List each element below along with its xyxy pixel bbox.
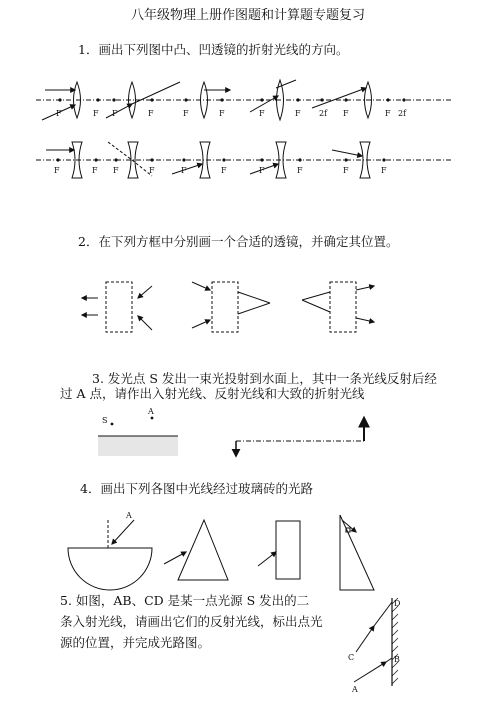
focal-label: F bbox=[181, 166, 187, 175]
question-5-line-3: 源的位置，并完成光路图。 bbox=[60, 635, 211, 650]
ray-ab bbox=[354, 662, 386, 682]
lens-box bbox=[106, 282, 132, 332]
label-s: S bbox=[102, 416, 108, 425]
focal-label: F bbox=[259, 166, 265, 175]
focal-label: F bbox=[112, 109, 118, 118]
focal-label: 2f bbox=[319, 109, 328, 118]
focal-label: F bbox=[56, 109, 62, 118]
focal-label: F bbox=[221, 166, 227, 175]
focal-label: 2f bbox=[398, 109, 407, 118]
triangle-prism bbox=[178, 520, 228, 580]
mirror-hatching bbox=[392, 598, 401, 684]
focal-label: F bbox=[113, 166, 119, 175]
point-s bbox=[111, 423, 114, 426]
question-5-line-2: 条入射光线，请画出它们的反射光线，标出点光 bbox=[60, 614, 323, 629]
page-title: 八年级物理上册作图题和计算题专题复习 bbox=[130, 8, 365, 23]
focal-label: F bbox=[385, 109, 391, 118]
question-2-text: 2．在下列方框中分别画一个合适的透镜，并确定其位置。 bbox=[78, 234, 399, 249]
focal-label: F bbox=[93, 109, 99, 118]
question-3-line-1: 3. 发光点 S 发出一束光投射到水面上，其中一条光线反射后经 bbox=[92, 371, 437, 386]
question-4-text: 4．画出下列各图中光线经过玻璃砖的光路 bbox=[80, 481, 313, 496]
q5-diagram bbox=[354, 598, 401, 686]
focal-label: F bbox=[219, 109, 225, 118]
focal-label: F bbox=[297, 166, 303, 175]
q4-diagrams bbox=[68, 515, 374, 590]
lens-box bbox=[212, 282, 238, 332]
label-b: B bbox=[394, 655, 400, 664]
label-a: A bbox=[148, 407, 154, 416]
focal-label: F bbox=[183, 109, 189, 118]
focal-label: F bbox=[148, 109, 154, 118]
q2-diagrams bbox=[82, 282, 374, 332]
right-triangle-prism bbox=[340, 515, 374, 590]
semicircle-glass bbox=[68, 548, 152, 590]
focal-label: F bbox=[381, 166, 387, 175]
focal-label: F bbox=[54, 166, 60, 175]
label-d: D bbox=[394, 599, 401, 608]
q1-row2-labels bbox=[54, 166, 387, 175]
q1-row2-diagrams bbox=[36, 142, 452, 178]
focal-label: F bbox=[92, 166, 98, 175]
focal-label: F bbox=[295, 109, 301, 118]
lens-box bbox=[330, 282, 356, 332]
focal-label: F bbox=[149, 166, 155, 175]
question-3-line-2: 过 A 点，请作出入射光线、反射光线和大致的折射光线 bbox=[60, 386, 365, 401]
water-body bbox=[98, 436, 178, 456]
point-a bbox=[151, 417, 154, 420]
focal-label: F bbox=[343, 166, 349, 175]
q3-diagram bbox=[98, 407, 364, 456]
rect-glass-brick bbox=[276, 521, 300, 579]
focal-label: F bbox=[343, 109, 349, 118]
focal-label: F bbox=[259, 109, 265, 118]
question-5-line-1: 5. 如图，AB、CD 是某一点光源 S 发出的二 bbox=[60, 593, 310, 608]
label-a: A bbox=[352, 685, 358, 694]
question-1-text: 1．画出下列图中凸、凹透镜的折射光线的方向。 bbox=[78, 42, 349, 57]
label-c: C bbox=[348, 653, 355, 662]
q4-label-a: A bbox=[126, 511, 132, 520]
ray-cd bbox=[356, 626, 374, 652]
